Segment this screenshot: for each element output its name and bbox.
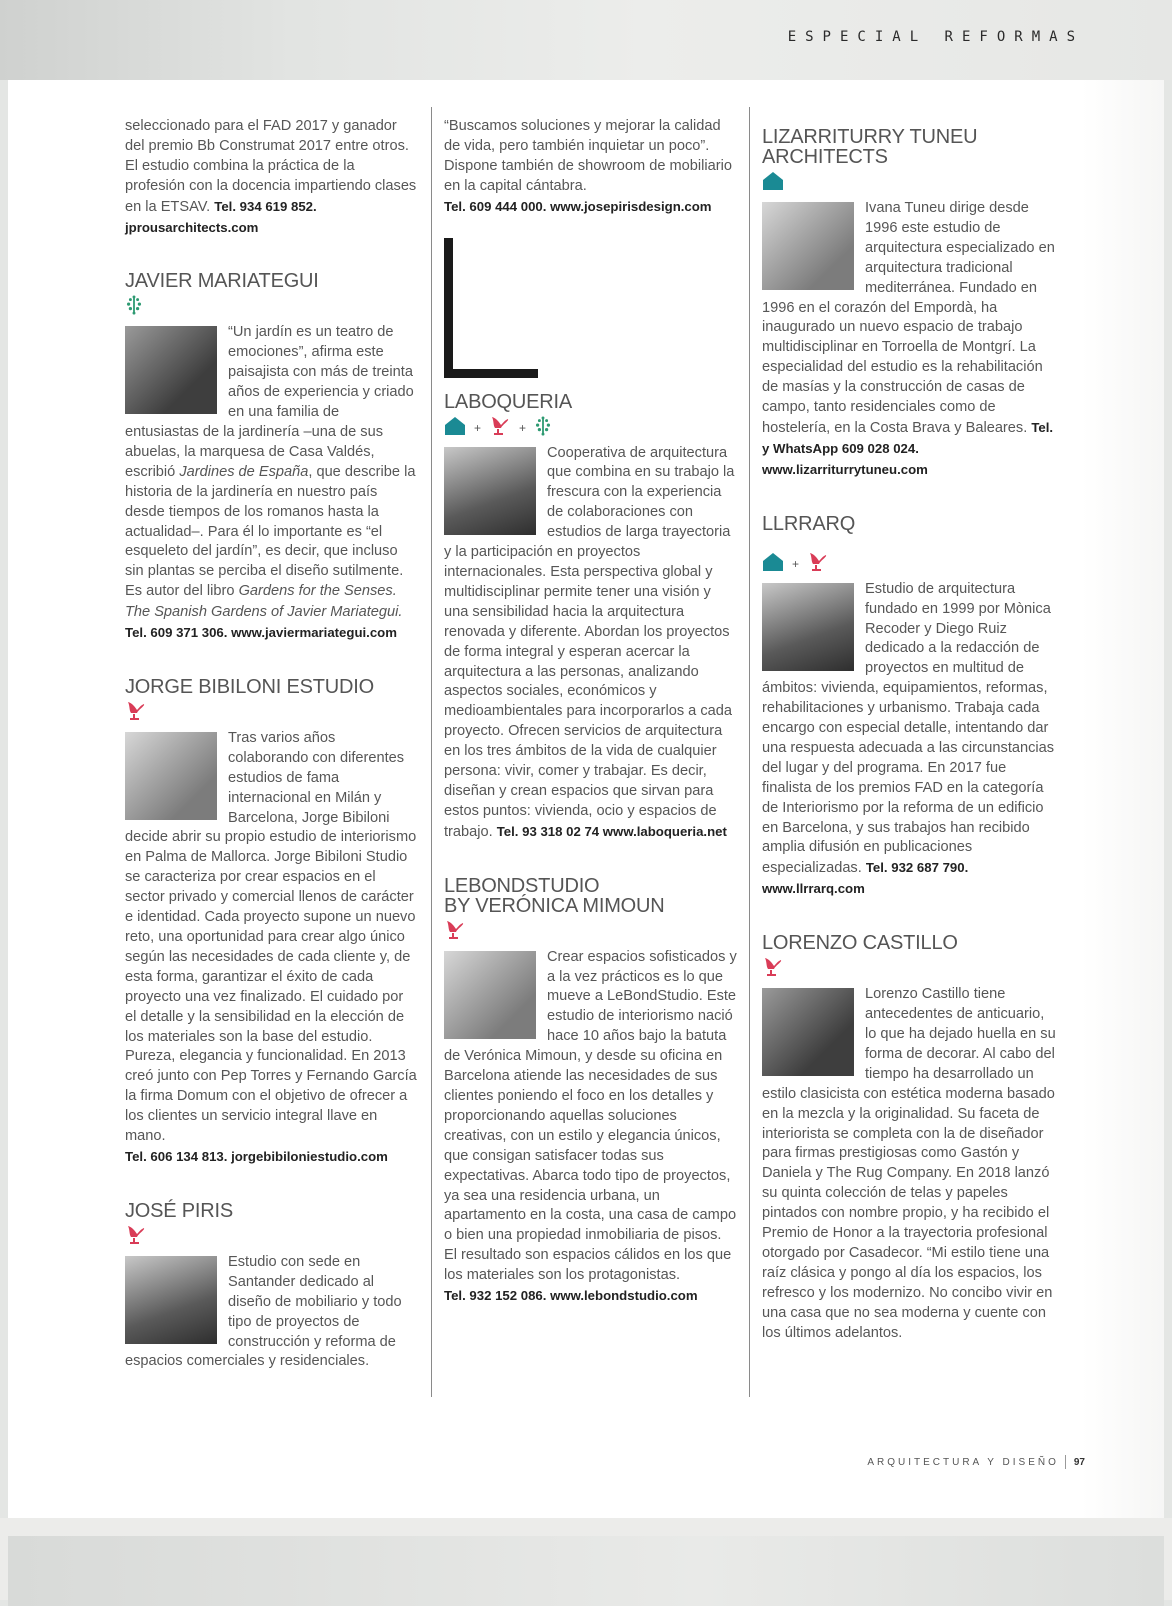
footer-divider: [1065, 1455, 1066, 1469]
entry-llrrarq: [762, 514, 1056, 901]
next-page-sheet: [8, 1536, 1164, 1606]
entry-jose-piris: [125, 1201, 417, 1372]
group-photo: [444, 447, 536, 535]
portrait-photo: [762, 202, 854, 290]
entry-contact: Tel. 606 134 813. jorgebibiloniestudio.com: [125, 1148, 388, 1164]
entry-lizarriturry-tuneu: [762, 127, 1056, 481]
entry-text: Crear espacios sofisticados y a la vez prácticos es lo que mueve a LeBondStudio. Este estudio de interiorismo nació hace 10 años bajo la batuta de Verónica Mimoun, y desde su oficina en Barcelona atiende las necesidades de sus clientes poniendo el foco en los detalles y proporcionando aquellas soluciones creativas, con un estilo y elegancia únicos, que consigan satisfacer todas sus expectativas. Abarca todo tipo de proyectos, ya sea una residencia urbana, un apartamento en la costa, una casa de campo o bien una propiedad inmobiliaria de pisos. El resultado son espacios cálidos en los que los materiales son los protagonistas.: [444, 948, 737, 1284]
entry-text: Cooperativa de arquitectura que combina en su trabajo la frescura con la experiencia de colaboraciones con estudios de larga trayectoria y la participación en proyectos internacionales. Esta perspectiva global y multidisciplinar permite tener una visión y una sensibilidad hacia la arquitectura renovada y diferente. Abordan los proyectos de forma integral y esperan acercar la arquitectura a las personas, analizando aspectos sociales, económicos y medioambientales para incorporarlos a cada proyecto. Ofrecen servicios de arquitectura en los tres ámbitos de la vida de cualquier persona: vivir, comer y trabajar. Es decir, diseñan y crean espacios que sirvan para estos puntos: vivienda, ocio y espacios de trabajo.: [444, 444, 735, 840]
entry-text: Tras varios años colaborando con diferentes estudios de fama internacional en Milán y Barcelona, Jorge Bibiloni decide abrir su propio estudio de interiorismo en Palma de Mallorca. Jorge Bibiloni Studio se caracteriza por crear espacios en el sector privado y comercial llenos de carácter e identidad. Cada proyecto supone un nuevo reto, una oportunidad para crear algo único según las necesidades de cada cliente y, de esta forma, garantizar el éxito de cada proyecto una vez finalizado. El cuidado por el detalle y la sensibilidad en la elección de los materiales son la base del estudio. Pureza, elegancia y funcionalidad. En 2013 creó junto con Pep Torres y Fernando García la firma Domum con el objetivo de ofrecer a los clientes un servicio integral llave en mano.: [125, 729, 417, 1145]
entry-text: Ivana Tuneu dirige desde 1996 este estudio de arquitectura especializado en arquitectura tradicional mediterránea. Fundado en 1996 en el corazón del Empordà, ha inaugurado un nuevo espacio de trabajo multidisciplinar en Torroella de Montgrí. La especialidad del estudio es la rehabilitación de masías y la construcción de casas de campo, tanto residenciales como de hostelería, en la Costa Brava y Baleares.: [762, 200, 1055, 436]
page-number: 97: [1073, 1456, 1085, 1468]
entry-text: seleccionado para el FAD 2017 y ganador del premio Bb Construmat 2017 entre otros. El estudio combina la práctica de la profesión con la docencia impartiendo clases en la ETSAV.: [125, 118, 417, 215]
entry-lorenzo-castillo: [762, 933, 1056, 1343]
entry-title: JOSÉ PIRIS: [125, 1199, 234, 1222]
entry-lebondstudio: [444, 876, 738, 1307]
portrait-photo: [762, 988, 854, 1076]
letter-stem: [444, 238, 453, 378]
house-icon: [444, 416, 466, 436]
entry-text: “Buscamos soluciones y mejorar la calidad de vida, pero también inquietar un poco”. Dispone también de showroom de mobiliario en la capital cántabra.: [444, 118, 732, 194]
chair-icon: [762, 956, 784, 978]
entry-title-line: BY VERÓNICA MIMOUN: [444, 894, 665, 917]
column-1: [125, 117, 417, 1405]
entry-contact: Tel. y WhatsApp 609 028 024. www.lizarriturrytuneu.com: [762, 419, 1054, 477]
entry-jorge-bibiloni: [125, 677, 417, 1168]
plus-sign: +: [792, 556, 800, 571]
letter-foot: [444, 369, 538, 378]
entry-title: [444, 876, 738, 916]
entry-title: [762, 127, 1056, 167]
entry-contact: Tel. 932 152 086. www.lebondstudio.com: [444, 1288, 698, 1304]
section-letter-L: [444, 238, 538, 378]
entry-text: “Un jardín es un teatro de emociones”, afirma este paisajista con más de treinta años de experiencia y criado en una familia de entusiastas de la jardinería –una de sus abuelas, la marquesa de Casa Valdés, escribió: [125, 324, 414, 480]
entry-text: , que describe la historia de la jardinería en nuestro país desde tiempos de los romanos hasta la actualidad–. Para él lo importante es “el esqueleto del jardín”, es decir, que incluso sin plantas se perciba el diseño sutilmente. Es autor del libro: [125, 463, 416, 600]
plant-icon: [125, 294, 143, 316]
entry-contact: Tel. 609 371 306. www.javiermariategui.com: [125, 625, 397, 641]
portrait-photo: [125, 1256, 217, 1344]
plus-sign: +: [474, 420, 482, 435]
book-title: Jardines de España: [179, 463, 309, 480]
entry-title: JAVIER MARIATEGUI: [125, 270, 319, 293]
entry-text: Lorenzo Castillo tiene antecedentes de anticuario, lo que ha dejado huella en su forma de decorar. Al cabo del tiempo ha desarrollado un estilo clasicista con estética moderna basado en la mezcla y la originalidad. Su faceta de interiorista se completa con la de diseñador para firmas prestigiosas como Gastón y Daniela y The Rug Company. En 2018 lanzó su quinta colección de telas y papeles pintados con nombre propio, y ha recibido el Premio de Honor a la trayectoria profesional otorgado por Casadecor. “Mi estilo tiene una raíz clásica y pongo al día los espacios, los refresco y los modernizo. No concibo vivir en una casa que no sea moderna y cuente con los últimos adelantos.: [762, 986, 1056, 1341]
portrait-photo: [444, 951, 536, 1039]
entry-text: Estudio con sede en Santander dedicado al diseño de mobiliario y todo tipo de proyectos de construcción y reforma de espacios comerciales y residenciales.: [125, 1253, 402, 1370]
column-divider: [431, 107, 432, 1397]
entry-title: LABOQUERIA: [444, 390, 573, 413]
house-icon: [762, 171, 784, 191]
entry-contact: Tel. 932 687 790. www.llrrarq.com: [762, 860, 969, 897]
entry-title: JORGE BIBILONI ESTUDIO: [125, 675, 374, 698]
chair-icon: [807, 551, 829, 573]
entry-contact: Tel. 934 619 852. jprousarchitects.com: [125, 198, 317, 235]
next-page-edge: [0, 1518, 1172, 1600]
column-3: [762, 117, 1056, 1377]
entry-contact: Tel. 609 444 000. www.josepirisdesign.com: [444, 198, 712, 214]
page-edge: [1082, 80, 1164, 1518]
entry-jose-piris-continued: [444, 117, 738, 218]
entry-text: Estudio de arquitectura fundado en 1999 por Mònica Recoder y Diego Ruiz dedicado a la redacción de proyectos en multitud de ámbitos: vivienda, equipamientos, reformas, rehabilitaciones y urbanismo. Trabaja cada encargo con especial detalle, intentando dar una respuesta adecuada a las circunstancias del lugar y del programa. En 2017 fue finalista de los premios FAD en la categoría de Interiorismo por la reforma de un edificio en Barcelona, y sus trabajos han recibido amplia difusión en publicaciones especializadas.: [762, 580, 1055, 877]
running-head: ESPECIAL REFORMAS: [787, 29, 1084, 45]
book-title: Gardens for the Senses. The Spanish Gardens of Javier Mariategui.: [125, 583, 403, 621]
entry-jprous-continued: [125, 117, 417, 238]
chair-icon: [444, 919, 466, 941]
entry-contact: Tel. 93 318 02 74 www.laboqueria.net: [496, 823, 727, 839]
magazine-name: ARQUITECTURA Y DISEÑO: [867, 1456, 1059, 1468]
entry-laboqueria: [444, 392, 738, 843]
entry-title: LLRRARQ: [762, 512, 856, 535]
entry-title: LORENZO CASTILLO: [762, 932, 958, 955]
entry-javier-mariategui: [125, 271, 417, 644]
portrait-photo: [125, 326, 217, 414]
house-icon: [762, 552, 784, 572]
chair-icon: [125, 1224, 147, 1246]
portrait-photo: [125, 732, 217, 820]
chair-icon: [489, 415, 511, 437]
chair-icon: [125, 700, 147, 722]
column-2: [444, 117, 738, 1340]
plant-icon: [534, 415, 552, 437]
entry-title-line: LIZARRITURRY TUNEU: [762, 126, 978, 148]
page-footer: [867, 1455, 1085, 1469]
partners-photo: [762, 583, 854, 671]
entry-title-line: LEBONDSTUDIO: [444, 874, 600, 897]
entry-title-line: ARCHITECTS: [762, 146, 888, 168]
plus-sign: +: [519, 420, 527, 435]
column-divider: [749, 107, 750, 1397]
